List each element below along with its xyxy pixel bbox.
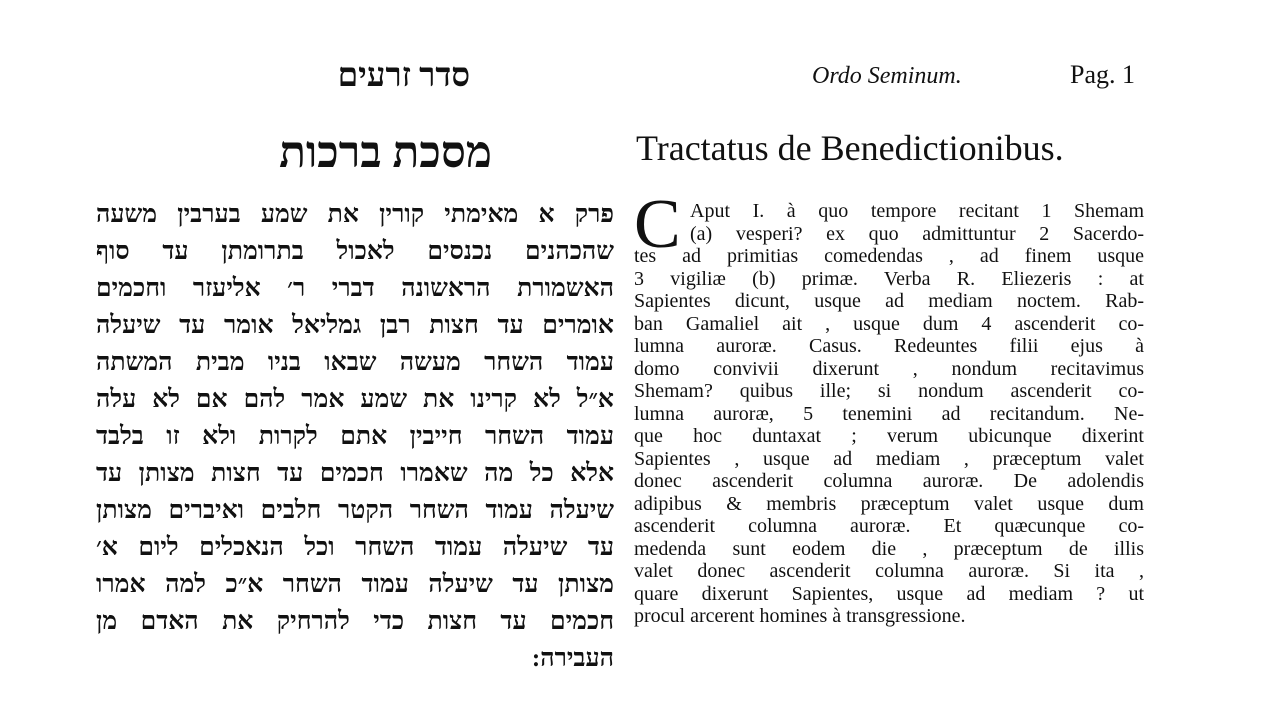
hebrew-text-line: אלא כל מה שאמרו חכמים עד חצות מצותן עד: [96, 460, 614, 487]
latin-text-line: tes ad primitias comedendas , ad finem usque: [634, 245, 1144, 267]
hebrew-mishnah-column: [96, 196, 614, 677]
hebrew-text-line: א״ל לא קרינו את שמע אמר להם אם לא עלה: [96, 386, 614, 413]
latin-text-line: Aput I. à quo tempore recitant 1 Shemam: [690, 200, 1144, 222]
latin-text-line: ascenderit columna auroræ. Et quæcunque co-: [634, 515, 1144, 537]
latin-text-line: Sapientes , usque ad mediam , præceptum valet: [634, 447, 1144, 470]
hebrew-text-line: עד שיעלה עמוד השחר וכל הנאכלים ליום א׳: [96, 534, 614, 561]
latin-text-line: adipibus & membris præceptum valet usque dum: [634, 492, 1144, 515]
hebrew-text-line: שהכהנים נכנסים לאכול בתרומתן עד סוף: [96, 238, 614, 265]
latin-text-line: lumna auroræ. Casus. Redeuntes filii ejus à: [634, 335, 1144, 357]
latin-translation-column: [634, 200, 1144, 628]
latin-text-line: donec ascenderit columna auroræ. De adolendis: [634, 470, 1144, 492]
latin-running-head: Ordo Seminum.: [812, 63, 962, 89]
latin-text-line: ban Gamaliel ait , usque dum 4 ascenderit co-: [634, 312, 1144, 335]
hebrew-text-line: פרק א מאימתי קורין את שמע בערבין משעה: [96, 201, 614, 228]
latin-text-line: domo convivii dixerunt , nondum recitavimus: [634, 357, 1144, 380]
latin-text-line: lumna auroræ, 5 tenemini ad recitandum. Ne-: [634, 402, 1144, 425]
hebrew-text-line: מצותן עד שיעלה עמוד השחר א״כ למה אמרו: [96, 571, 614, 598]
latin-text-line: Shemam? quibus ille; si nondum ascenderit co-: [634, 380, 1144, 402]
hebrew-tractate-title: מסכת ברכות: [279, 128, 492, 177]
hebrew-text-line: האשמורת הראשונה דברי ר׳ אליעזר וחכמים: [96, 275, 614, 302]
latin-tractate-title: Tractatus de Benedictionibus.: [636, 128, 1064, 168]
hebrew-text-line: העבירה:: [531, 645, 614, 672]
latin-text-line: Sapientes dicunt, usque ad mediam noctem. Rab-: [634, 290, 1144, 312]
hebrew-text-line: חכמים עד חצות כדי להרחיק את האדם מן: [96, 608, 614, 635]
hebrew-running-head: סדר זרעים: [337, 58, 470, 94]
latin-text-line: medenda sunt eodem die , præceptum de illis: [634, 537, 1144, 560]
hebrew-text-line: עמוד השחר מעשה שבאו בניו מבית המשתה: [96, 349, 614, 376]
latin-text-line: procul arcerent homines à transgressione.: [634, 605, 966, 627]
drop-cap: C: [634, 186, 681, 263]
latin-text-line: 3 vigiliæ (b) primæ. Verba R. Eliezeris : at: [634, 267, 1144, 290]
latin-text-line: quare dixerunt Sapientes, usque ad mediam ? ut: [634, 582, 1144, 605]
latin-text-line: valet donec ascenderit columna auroræ. Si ita ,: [634, 560, 1144, 582]
latin-text-line: (a) vesperi? ex quo admittuntur 2 Sacerdo-: [690, 222, 1144, 245]
latin-text-line: que hoc duntaxat ; verum ubicunque dixerint: [634, 425, 1144, 447]
hebrew-text-line: אומרים עד חצות רבן גמליאל אומר עד שיעלה: [96, 312, 614, 339]
page-number: Pag. 1: [1070, 60, 1135, 89]
hebrew-text-line: עמוד השחר חייבין אתם לקרות ולא זו בלבד: [96, 423, 614, 450]
hebrew-text-line: שיעלה עמוד השחר הקטר חלבים ואיברים מצותן: [96, 497, 614, 524]
